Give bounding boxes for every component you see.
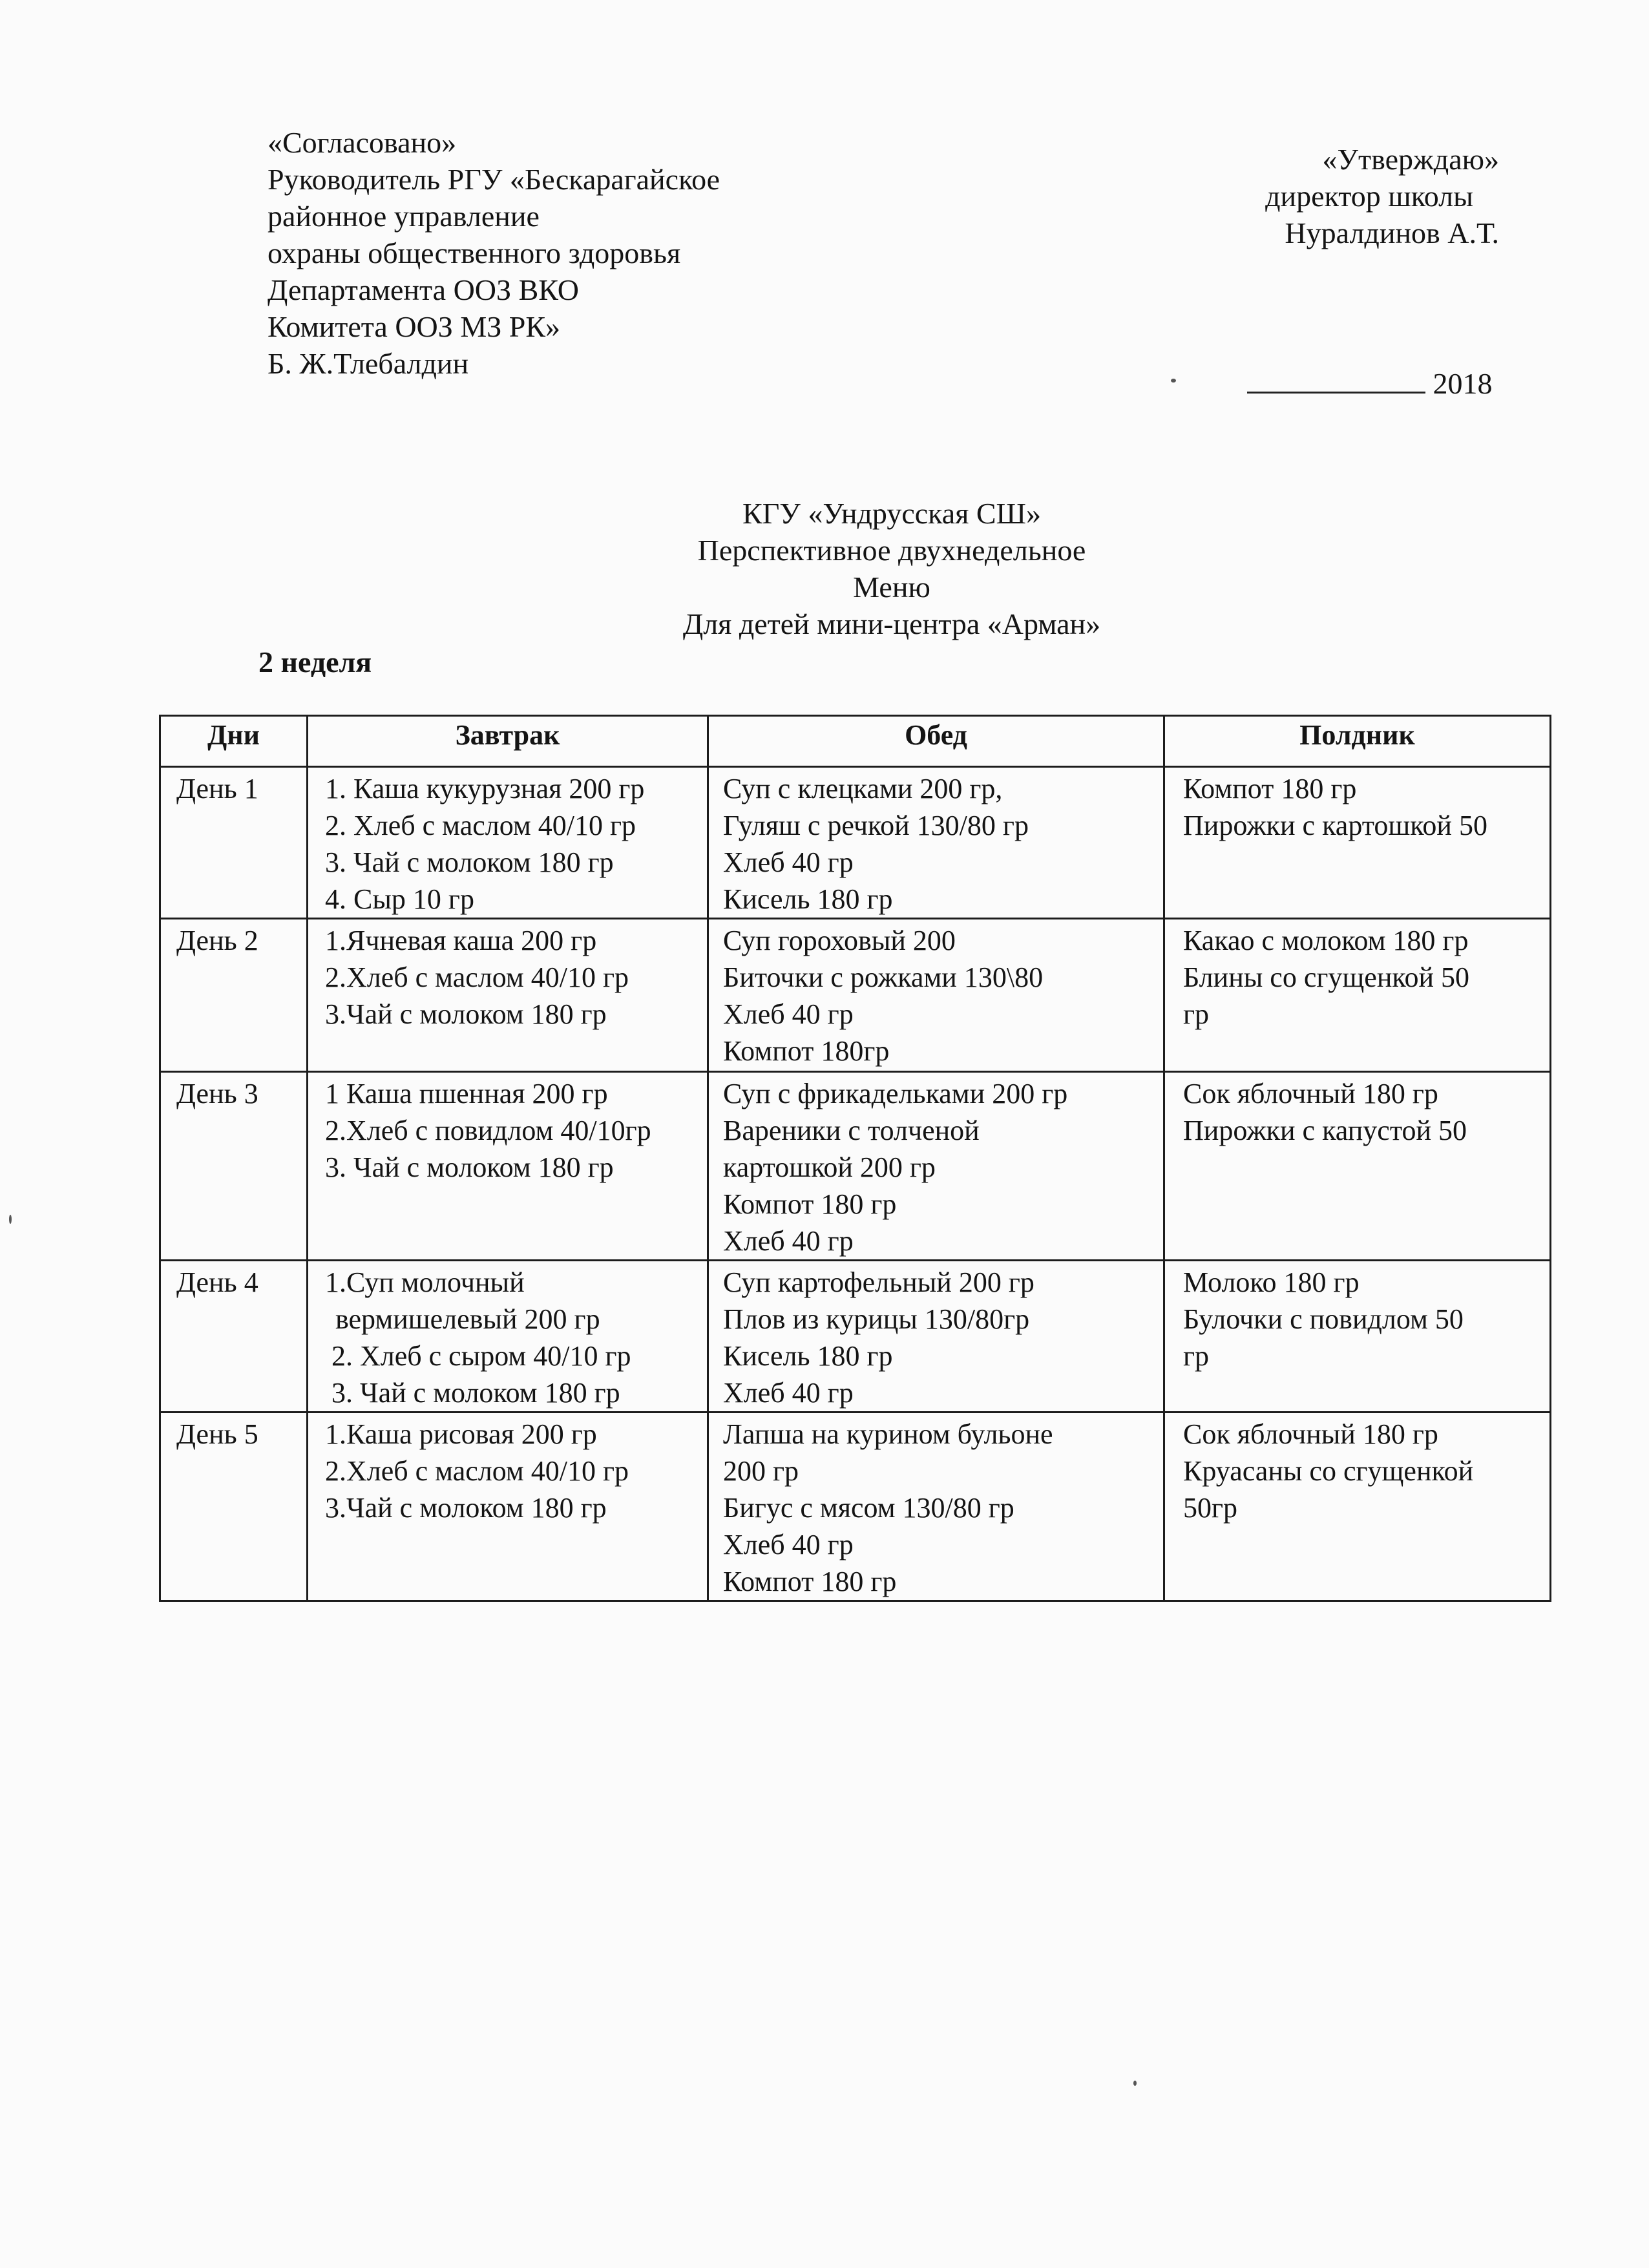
menu-item: Суп с фрикадельками 200 гр [723, 1078, 1068, 1109]
menu-item: Плов из курицы 130/80гр [723, 1303, 1030, 1335]
menu-item: 3. Чай с молоком 180 гр [331, 1377, 620, 1409]
title-line: Перспективное двухнедельное [697, 534, 1086, 567]
approval-block [268, 124, 720, 382]
menu-item: Суп с клецками 200 гр, [723, 773, 1003, 804]
approval-line: районное управление [268, 200, 540, 233]
menu-item: Молоко 180 гр [1183, 1266, 1360, 1298]
menu-item: Круасаны со сгущенкой [1183, 1455, 1474, 1487]
menu-item: Лапша на курином бульоне [723, 1418, 1053, 1450]
menu-item: 50гр [1183, 1492, 1238, 1524]
menu-item: Какао с молоком 180 гр [1183, 925, 1469, 956]
menu-item: Компот 180гр [723, 1035, 890, 1067]
day-cell: День 4 [160, 1261, 308, 1412]
snack-cell [1164, 1412, 1551, 1601]
menu-item: 2. Хлеб с маслом 40/10 гр [325, 810, 636, 841]
menu-item: Бигус с мясом 130/80 гр [723, 1492, 1014, 1524]
menu-item: 3.Чай с молоком 180 гр [325, 998, 607, 1030]
title-line: Меню [853, 571, 930, 604]
menu-item: Суп гороховый 200 [723, 925, 956, 956]
week-label: 2 неделя [258, 646, 372, 678]
document-title [517, 495, 1266, 642]
menu-item: гр [1183, 998, 1210, 1030]
approval-signatory: Б. Ж.Тлебалдин [268, 347, 469, 380]
menu-item: Кисель 180 гр [723, 883, 893, 915]
lunch-cell [708, 1261, 1164, 1412]
header-snack: Полдник [1164, 716, 1551, 767]
menu-item: 2.Хлеб с повидлом 40/10гр [325, 1115, 651, 1146]
menu-item: Хлеб 40 гр [723, 1529, 854, 1560]
scan-speck [1133, 2081, 1137, 2086]
menu-item: Булочки с повидлом 50 [1183, 1303, 1464, 1335]
title-line: КГУ «Ундрусская СШ» [742, 497, 1041, 530]
scan-speck [1171, 379, 1176, 383]
menu-item: Хлеб 40 гр [723, 1225, 854, 1257]
menu-item: 2.Хлеб с маслом 40/10 гр [325, 961, 629, 993]
menu-item: гр [1183, 1340, 1210, 1372]
signature-blank [1247, 362, 1425, 394]
menu-table [159, 715, 1551, 1602]
menu-item: вермишелевый 200 гр [335, 1303, 600, 1335]
menu-item: 1.Суп молочный [325, 1266, 525, 1298]
header-lunch: Обед [708, 716, 1164, 767]
snack-cell [1164, 1261, 1551, 1412]
menu-item: 3.Чай с молоком 180 гр [325, 1492, 607, 1524]
day-cell: День 3 [160, 1072, 308, 1261]
day-cell: День 2 [160, 919, 308, 1072]
menu-item: 1.Ячневая каша 200 гр [325, 925, 597, 956]
table-row [160, 1072, 1551, 1261]
menu-item: Биточки с рожками 130\80 [723, 961, 1044, 993]
menu-item: Пирожки с картошкой 50 [1183, 810, 1487, 841]
breakfast-cell [308, 1072, 708, 1261]
menu-item: 1 Каша пшенная 200 гр [325, 1078, 608, 1109]
menu-item: 3. Чай с молоком 180 гр [325, 1151, 614, 1183]
menu-item: Сок яблочный 180 гр [1183, 1078, 1438, 1109]
breakfast-cell [308, 1412, 708, 1601]
confirm-position: директор школы [1265, 180, 1473, 213]
menu-item: 4. Сыр 10 гр [325, 883, 474, 915]
table-row [160, 767, 1551, 919]
menu-item: Хлеб 40 гр [723, 846, 854, 878]
menu-item: 1.Каша рисовая 200 гр [325, 1418, 597, 1450]
menu-item: Сок яблочный 180 гр [1183, 1418, 1438, 1450]
menu-item: Блины со сгущенкой 50 [1183, 961, 1470, 993]
approval-line: Руководитель РГУ «Бескарагайское [268, 163, 720, 196]
menu-item: Компот 180 гр [1183, 773, 1357, 804]
table-header-row [160, 716, 1551, 767]
menu-item: Компот 180 гр [723, 1566, 897, 1597]
header-days: Дни [160, 716, 308, 767]
menu-item: 3. Чай с молоком 180 гр [325, 846, 614, 878]
signature-date [1247, 362, 1493, 402]
lunch-cell [708, 919, 1164, 1072]
lunch-cell [708, 767, 1164, 919]
breakfast-cell [308, 767, 708, 919]
menu-item: Кисель 180 гр [723, 1340, 893, 1372]
menu-item: Пирожки с капустой 50 [1183, 1115, 1467, 1146]
approval-line: Департамента ООЗ ВКО [268, 273, 580, 306]
menu-item: Хлеб 40 гр [723, 998, 854, 1030]
menu-item: 1. Каша кукурузная 200 гр [325, 773, 645, 804]
menu-item: Компот 180 гр [723, 1188, 897, 1220]
snack-cell [1164, 767, 1551, 919]
table-row [160, 1412, 1551, 1601]
menu-item: Вареники с толченой [723, 1115, 980, 1146]
title-line: Для детей мини-центра «Арман» [682, 607, 1101, 640]
header-breakfast: Завтрак [308, 716, 708, 767]
approval-line: Комитета ООЗ МЗ РК» [268, 310, 561, 343]
confirm-block [1215, 141, 1499, 251]
scan-speck [9, 1215, 12, 1224]
menu-item: Суп картофельный 200 гр [723, 1266, 1035, 1298]
signature-year: 2018 [1433, 367, 1493, 400]
table-row [160, 919, 1551, 1072]
menu-item: 2. Хлеб с сыром 40/10 гр [331, 1340, 631, 1372]
confirm-name: Нуралдинов А.Т. [1285, 216, 1499, 249]
menu-item: 2.Хлеб с маслом 40/10 гр [325, 1455, 629, 1487]
menu-item: картошкой 200 гр [723, 1151, 936, 1183]
snack-cell [1164, 1072, 1551, 1261]
lunch-cell [708, 1412, 1164, 1601]
breakfast-cell [308, 1261, 708, 1412]
day-cell: День 5 [160, 1412, 308, 1601]
lunch-cell [708, 1072, 1164, 1261]
menu-item: 200 гр [723, 1455, 799, 1487]
menu-item: Хлеб 40 гр [723, 1377, 854, 1409]
snack-cell [1164, 919, 1551, 1072]
approval-line: охраны общественного здоровья [268, 236, 681, 269]
day-cell: День 1 [160, 767, 308, 919]
table-row [160, 1261, 1551, 1412]
breakfast-cell [308, 919, 708, 1072]
menu-item: Гуляш с речкой 130/80 гр [723, 810, 1029, 841]
confirm-heading: «Утверждаю» [1322, 143, 1499, 176]
approval-line: «Согласовано» [268, 126, 457, 159]
